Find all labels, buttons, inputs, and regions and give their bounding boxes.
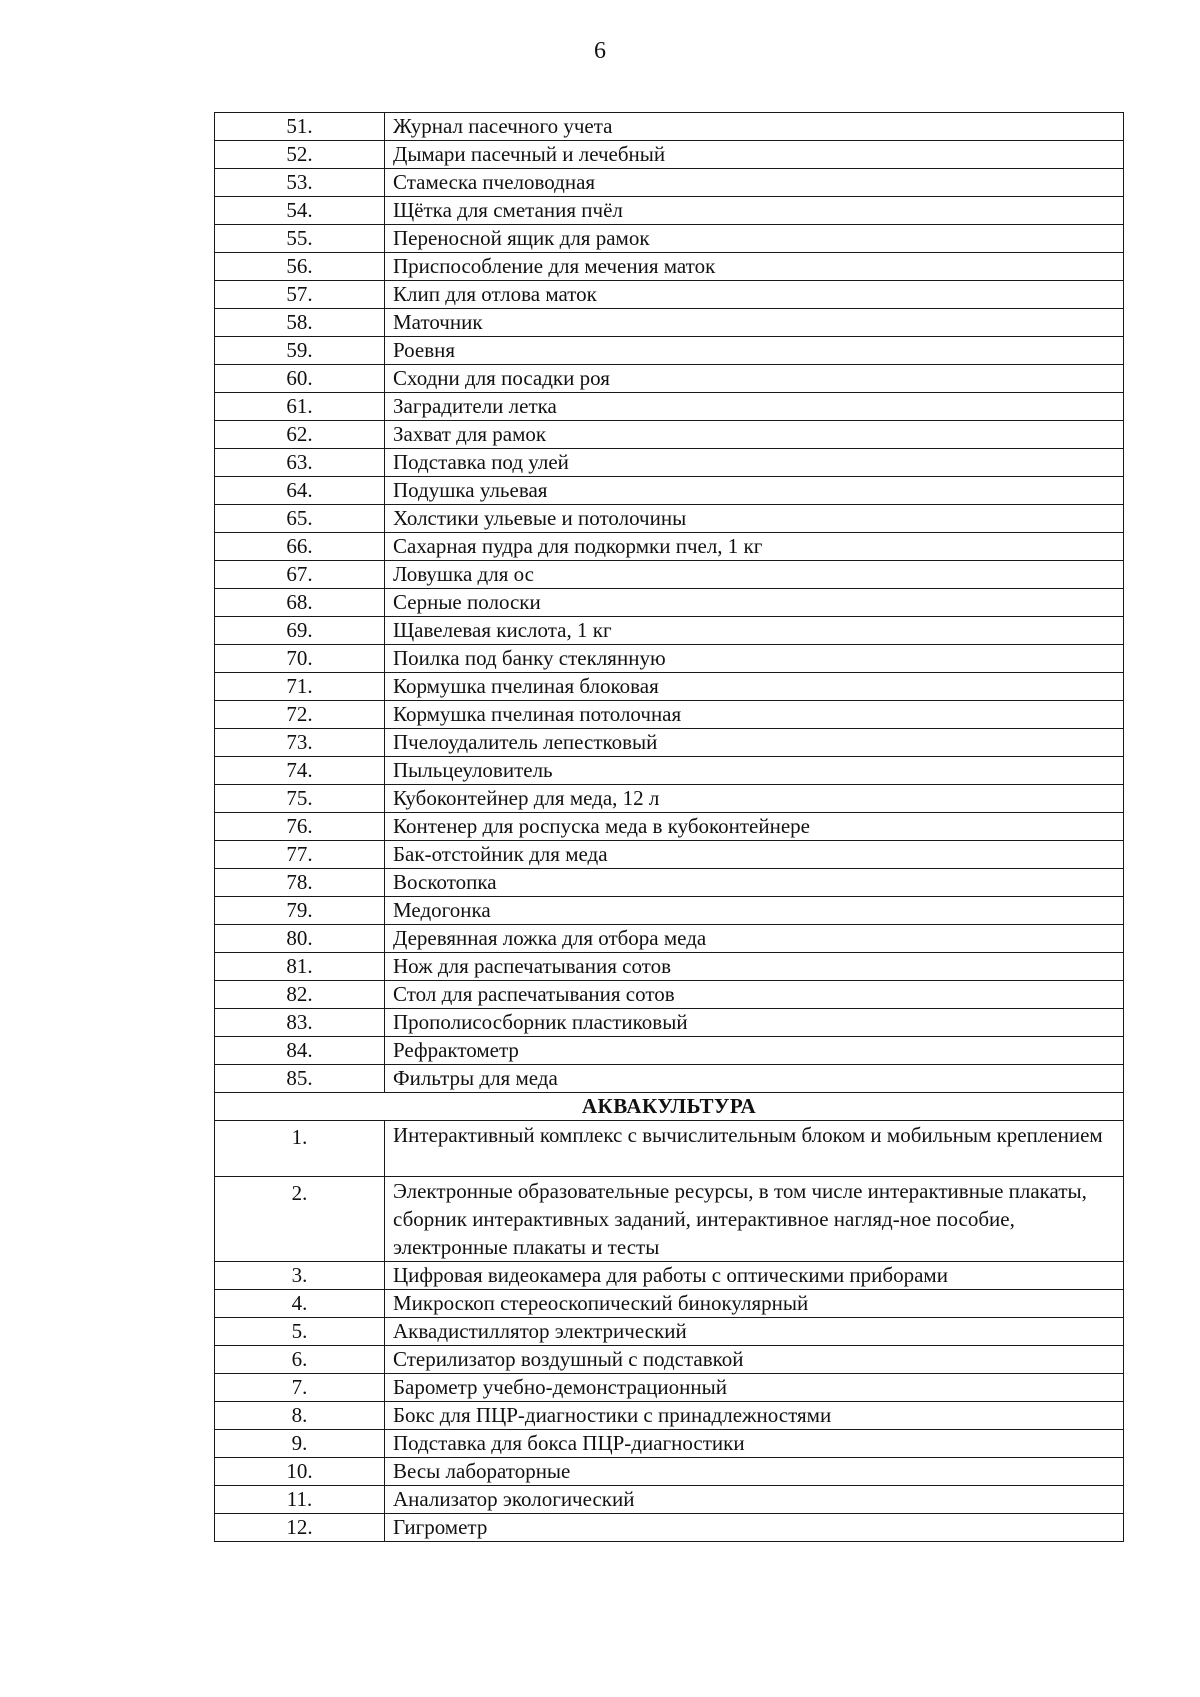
row-number: 69. bbox=[215, 617, 385, 645]
row-number: 62. bbox=[215, 421, 385, 449]
table-row bbox=[215, 393, 1124, 421]
table-row bbox=[215, 337, 1124, 365]
table-row bbox=[215, 141, 1124, 169]
table-row bbox=[215, 925, 1124, 953]
table-row bbox=[215, 1290, 1124, 1318]
row-number: 74. bbox=[215, 757, 385, 785]
row-item-name: Журнал пасечного учета bbox=[385, 113, 1124, 141]
row-number: 80. bbox=[215, 925, 385, 953]
row-item-name: Стерилизатор воздушный с подставкой bbox=[385, 1346, 1124, 1374]
table-section-beekeeping bbox=[215, 113, 1124, 1093]
table-row bbox=[215, 701, 1124, 729]
table-row bbox=[215, 365, 1124, 393]
row-item-name: Цифровая видеокамера для работы с оптическими приборами bbox=[385, 1262, 1124, 1290]
row-item-name: Ловушка для ос bbox=[385, 561, 1124, 589]
page-number: 6 bbox=[594, 38, 606, 64]
row-item-name: Прополисосборник пластиковый bbox=[385, 1009, 1124, 1037]
table-row bbox=[215, 841, 1124, 869]
table-row bbox=[215, 253, 1124, 281]
table-row bbox=[215, 645, 1124, 673]
table-row bbox=[215, 113, 1124, 141]
table-row bbox=[215, 197, 1124, 225]
table-row bbox=[215, 169, 1124, 197]
row-item-name: Щётка для сметания пчёл bbox=[385, 197, 1124, 225]
row-item-name: Стамеска пчеловодная bbox=[385, 169, 1124, 197]
row-item-name: Воскотопка bbox=[385, 869, 1124, 897]
row-number: 78. bbox=[215, 869, 385, 897]
row-number: 71. bbox=[215, 673, 385, 701]
row-number: 9. bbox=[215, 1430, 385, 1458]
row-item-name: Деревянная ложка для отбора меда bbox=[385, 925, 1124, 953]
row-item-name: Сходни для посадки роя bbox=[385, 365, 1124, 393]
row-item-name: Холстики ульевые и потолочины bbox=[385, 505, 1124, 533]
row-item-name: Кормушка пчелиная потолочная bbox=[385, 701, 1124, 729]
row-item-name: Подставка под улей bbox=[385, 449, 1124, 477]
table-row bbox=[215, 1121, 1124, 1177]
row-item-name: Захват для рамок bbox=[385, 421, 1124, 449]
row-item-name: Барометр учебно-демонстрационный bbox=[385, 1374, 1124, 1402]
row-number: 65. bbox=[215, 505, 385, 533]
row-number: 59. bbox=[215, 337, 385, 365]
row-number: 75. bbox=[215, 785, 385, 813]
row-item-name: Весы лабораторные bbox=[385, 1458, 1124, 1486]
row-item-name: Роевня bbox=[385, 337, 1124, 365]
table-row bbox=[215, 225, 1124, 253]
table-row bbox=[215, 673, 1124, 701]
row-item-name: Маточник bbox=[385, 309, 1124, 337]
row-number: 76. bbox=[215, 813, 385, 841]
row-item-name: Фильтры для меда bbox=[385, 1065, 1124, 1093]
row-number: 53. bbox=[215, 169, 385, 197]
row-item-name: Поилка под банку стеклянную bbox=[385, 645, 1124, 673]
row-number: 82. bbox=[215, 981, 385, 1009]
row-number: 66. bbox=[215, 533, 385, 561]
row-number: 73. bbox=[215, 729, 385, 757]
row-item-name: Нож для распечатывания сотов bbox=[385, 953, 1124, 981]
section-title: АКВАКУЛЬТУРА bbox=[215, 1093, 1124, 1121]
row-item-name: Рефрактометр bbox=[385, 1037, 1124, 1065]
row-item-name: Приспособление для мечения маток bbox=[385, 253, 1124, 281]
row-number: 56. bbox=[215, 253, 385, 281]
table-row bbox=[215, 1065, 1124, 1093]
row-item-name: Контенер для роспуска меда в кубоконтейнере bbox=[385, 813, 1124, 841]
table-row bbox=[215, 1514, 1124, 1542]
table-row bbox=[215, 309, 1124, 337]
table-row bbox=[215, 869, 1124, 897]
row-number: 57. bbox=[215, 281, 385, 309]
table-row bbox=[215, 421, 1124, 449]
row-item-name: Интерактивный комплекс с вычислительным блоком и мобильным креплением bbox=[385, 1121, 1124, 1177]
row-number: 77. bbox=[215, 841, 385, 869]
row-number: 67. bbox=[215, 561, 385, 589]
row-number: 83. bbox=[215, 1009, 385, 1037]
row-number: 72. bbox=[215, 701, 385, 729]
row-item-name: Серные полоски bbox=[385, 589, 1124, 617]
row-number: 85. bbox=[215, 1065, 385, 1093]
table-row bbox=[215, 281, 1124, 309]
row-number: 70. bbox=[215, 645, 385, 673]
row-item-name: Бак-отстойник для меда bbox=[385, 841, 1124, 869]
row-number: 64. bbox=[215, 477, 385, 505]
row-number: 84. bbox=[215, 1037, 385, 1065]
row-item-name: Переносной ящик для рамок bbox=[385, 225, 1124, 253]
row-item-name: Подушка ульевая bbox=[385, 477, 1124, 505]
row-item-name: Подставка для бокса ПЦР-диагностики bbox=[385, 1430, 1124, 1458]
row-number: 2. bbox=[215, 1177, 385, 1262]
table-row bbox=[215, 1262, 1124, 1290]
row-number: 81. bbox=[215, 953, 385, 981]
table-row bbox=[215, 785, 1124, 813]
table-row bbox=[215, 1318, 1124, 1346]
table-row bbox=[215, 533, 1124, 561]
row-number: 4. bbox=[215, 1290, 385, 1318]
row-number: 12. bbox=[215, 1514, 385, 1542]
section-header-row bbox=[215, 1093, 1124, 1121]
row-number: 52. bbox=[215, 141, 385, 169]
row-number: 60. bbox=[215, 365, 385, 393]
row-item-name: Микроскоп стереоскопический бинокулярный bbox=[385, 1290, 1124, 1318]
table-row bbox=[215, 953, 1124, 981]
row-number: 11. bbox=[215, 1486, 385, 1514]
row-item-name: Пчелоудалитель лепестковый bbox=[385, 729, 1124, 757]
table-row bbox=[215, 1346, 1124, 1374]
row-number: 7. bbox=[215, 1374, 385, 1402]
equipment-table bbox=[214, 112, 1124, 1542]
row-item-name: Сахарная пудра для подкормки пчел, 1 кг bbox=[385, 533, 1124, 561]
table-row bbox=[215, 1486, 1124, 1514]
table-row bbox=[215, 1009, 1124, 1037]
row-number: 55. bbox=[215, 225, 385, 253]
row-item-name: Бокс для ПЦР-диагностики с принадлежностями bbox=[385, 1402, 1124, 1430]
table-section-aquaculture bbox=[215, 1093, 1124, 1542]
row-item-name: Дымари пасечный и лечебный bbox=[385, 141, 1124, 169]
row-number: 63. bbox=[215, 449, 385, 477]
row-item-name: Аквадистиллятор электрический bbox=[385, 1318, 1124, 1346]
row-number: 10. bbox=[215, 1458, 385, 1486]
row-number: 58. bbox=[215, 309, 385, 337]
table-row bbox=[215, 981, 1124, 1009]
row-number: 79. bbox=[215, 897, 385, 925]
row-number: 8. bbox=[215, 1402, 385, 1430]
row-item-name: Пыльцеуловитель bbox=[385, 757, 1124, 785]
row-item-name: Заградители летка bbox=[385, 393, 1124, 421]
table-row bbox=[215, 561, 1124, 589]
row-item-name: Кормушка пчелиная блоковая bbox=[385, 673, 1124, 701]
row-item-name: Стол для распечатывания сотов bbox=[385, 981, 1124, 1009]
row-item-name: Щавелевая кислота, 1 кг bbox=[385, 617, 1124, 645]
table-row bbox=[215, 617, 1124, 645]
table-row bbox=[215, 1458, 1124, 1486]
row-number: 61. bbox=[215, 393, 385, 421]
row-item-name: Клип для отлова маток bbox=[385, 281, 1124, 309]
row-number: 3. bbox=[215, 1262, 385, 1290]
table-row bbox=[215, 897, 1124, 925]
table-row bbox=[215, 449, 1124, 477]
table-row bbox=[215, 1374, 1124, 1402]
table-row bbox=[215, 1177, 1124, 1262]
table-row bbox=[215, 1430, 1124, 1458]
row-item-name: Медогонка bbox=[385, 897, 1124, 925]
row-item-name: Гигрометр bbox=[385, 1514, 1124, 1542]
table-row bbox=[215, 729, 1124, 757]
row-item-name: Анализатор экологический bbox=[385, 1486, 1124, 1514]
row-number: 1. bbox=[215, 1121, 385, 1177]
row-item-name: Кубоконтейнер для меда, 12 л bbox=[385, 785, 1124, 813]
row-number: 54. bbox=[215, 197, 385, 225]
table-row bbox=[215, 1402, 1124, 1430]
row-number: 6. bbox=[215, 1346, 385, 1374]
row-item-name: Электронные образовательные ресурсы, в том числе интерактивные плакаты, сборник интерактивных заданий, интерактивное нагляд-ное пособие, электронные плакаты и тесты bbox=[385, 1177, 1124, 1262]
table-row bbox=[215, 813, 1124, 841]
row-number: 51. bbox=[215, 113, 385, 141]
table-row bbox=[215, 477, 1124, 505]
table-row bbox=[215, 589, 1124, 617]
table-row bbox=[215, 1037, 1124, 1065]
row-number: 68. bbox=[215, 589, 385, 617]
table-row bbox=[215, 757, 1124, 785]
row-number: 5. bbox=[215, 1318, 385, 1346]
table-row bbox=[215, 505, 1124, 533]
